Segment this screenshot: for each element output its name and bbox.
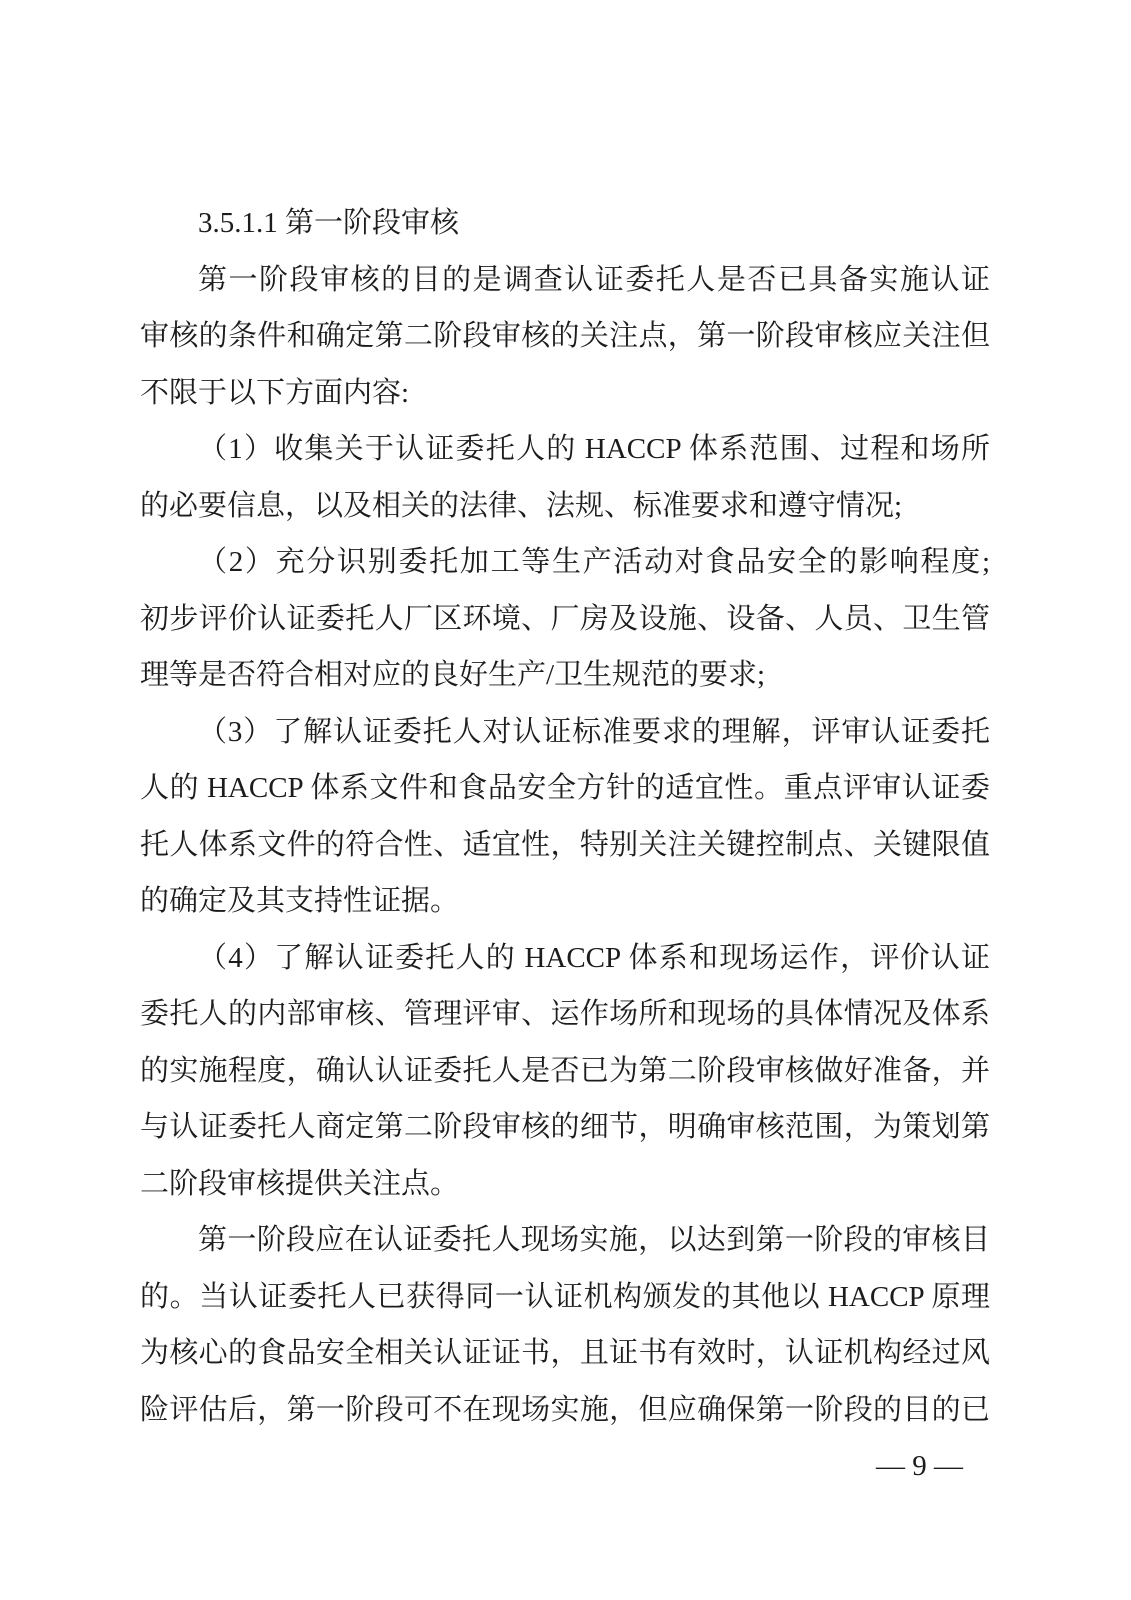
text-line: 的。当认证委托人已获得同一认证机构颁发的其他以 HACCP 原理	[140, 1280, 990, 1313]
text-line: 与认证委托人商定第二阶段审核的细节，明确审核范围，为策划第	[140, 1111, 990, 1143]
text-line: （3）了解认证委托人对认证标准要求的理解，评审认证委托	[198, 715, 990, 748]
text-line: 初步评价认证委托人厂区环境、厂房及设施、设备、人员、卫生管	[140, 602, 990, 635]
text-line: 为核心的食品安全相关认证证书，且证书有效时，认证机构经过风	[140, 1337, 990, 1369]
document-body	[140, 195, 990, 1438]
text-line: 第一阶段应在认证委托人现场实施，以达到第一阶段的审核目	[198, 1224, 990, 1256]
text-line: 委托人的内部审核、管理评审、运作场所和现场的具体情况及体系	[140, 998, 990, 1030]
text-line: 不限于以下方面内容:	[140, 376, 410, 409]
text-line: （1）收集关于认证委托人的 HACCP 体系范围、过程和场所	[198, 433, 990, 465]
text-line: 险评估后，第一阶段可不在现场实施，但应确保第一阶段的目的已	[140, 1393, 990, 1426]
text-line: 托人体系文件的符合性、适宜性，特别关注关键控制点、关键限值	[140, 828, 990, 861]
text-line: 人的 HACCP 体系文件和食品安全方针的适宜性。重点评审认证委	[140, 772, 990, 804]
text-line: 审核的条件和确定第二阶段审核的关注点，第一阶段审核应关注但	[140, 320, 990, 352]
page-number: — 9 —	[876, 1450, 963, 1482]
section-heading: 3.5.1.1 第一阶段审核	[198, 207, 460, 239]
text-line: 二阶段审核提供关注点。	[140, 1167, 460, 1200]
text-line: 第一阶段审核的目的是调查认证委托人是否已具备实施认证	[198, 263, 990, 296]
text-line: （4）了解认证委托人的 HACCP 体系和现场运作，评价认证	[198, 941, 990, 974]
text-line: 的实施程度，确认认证委托人是否已为第二阶段审核做好准备，并	[140, 1054, 990, 1087]
text-line: 的确定及其支持性证据。	[140, 885, 460, 917]
text-line: 的必要信息，以及相关的法律、法规、标准要求和遵守情况;	[140, 489, 903, 522]
text-line: 理等是否符合相对应的良好生产/卫生规范的要求;	[140, 659, 766, 691]
text-line: （2）充分识别委托加工等生产活动对食品安全的影响程度;	[198, 546, 990, 578]
